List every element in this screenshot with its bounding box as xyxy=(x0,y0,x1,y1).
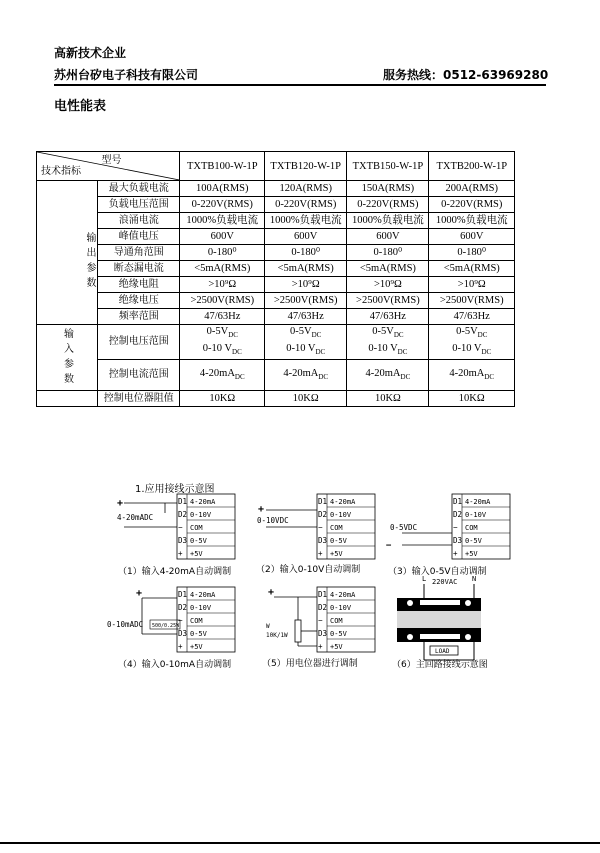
input-label: 0-10VDC xyxy=(257,516,289,525)
terminal-function-label: 0-10V xyxy=(190,511,212,519)
cell-value: 600V xyxy=(347,229,429,245)
terminal-pin-label: D2 xyxy=(318,510,328,519)
diagram-caption: （1）输入4-20mA自动调制 xyxy=(118,567,232,577)
table-row xyxy=(37,277,515,293)
row-label: 频率范围 xyxy=(98,309,180,325)
wiring-diagrams xyxy=(0,470,600,680)
row-label: 负载电压范围 xyxy=(98,197,180,213)
diagram-caption: （3）输入0-5V自动调制 xyxy=(388,567,487,577)
terminal-pin-label: D1 xyxy=(318,590,328,599)
row-label: 绝缘电阻 xyxy=(98,277,180,293)
diagram-caption: （4）输入0-10mA自动调制 xyxy=(118,660,232,670)
terminal-pin-label: D2 xyxy=(318,603,328,612)
table-row xyxy=(37,229,515,245)
cell-value: 0-180⁰ xyxy=(265,245,347,261)
cell-value: >10⁹Ω xyxy=(347,277,429,293)
cell-value: $0-5V_{DC}$ 0-10 $V_{DC}$ xyxy=(180,325,265,360)
screw-icon xyxy=(465,600,471,606)
terminal-pin-label: D3 xyxy=(318,629,328,638)
screw-icon xyxy=(407,634,413,640)
cell-value: 0-220V(RMS) xyxy=(265,197,347,213)
row-label: 控制电流范围 xyxy=(98,360,180,391)
terminal-pin-label: − xyxy=(453,523,458,532)
cell-value: $0-5V_{DC}$ 0-10 $V_{DC}$ xyxy=(429,325,515,360)
cell-value: >2500V(RMS) xyxy=(180,293,265,309)
load-label: LOAD xyxy=(435,648,450,655)
cell-value: >2500V(RMS) xyxy=(429,293,515,309)
cell-value: 47/63Hz xyxy=(347,309,429,325)
terminal-pin-label: − xyxy=(178,616,183,625)
terminal-function-label: 0-10V xyxy=(330,511,352,519)
terminal-pin-label: − xyxy=(318,523,323,532)
cell-value: 1000%负载电流 xyxy=(180,213,265,229)
ssr-label-top xyxy=(420,600,460,605)
terminal-function-label: COM xyxy=(330,524,343,532)
cell-value: >10⁹Ω xyxy=(265,277,347,293)
output-group-label: 输出参数 xyxy=(37,181,98,325)
terminal-function-label: 0-10V xyxy=(190,604,212,612)
terminal-pin-label: D3 xyxy=(318,536,328,545)
cell-value: >10⁹Ω xyxy=(180,277,265,293)
terminal-pin-label: + xyxy=(318,642,323,651)
pot-value-label: 10K/1W xyxy=(266,632,288,639)
resistor-label: 500/0.25W xyxy=(152,623,180,629)
input-label: 0-10mADC xyxy=(107,620,144,629)
terminal-pin-label: − xyxy=(318,616,323,625)
screw-icon xyxy=(465,634,471,640)
cell-value: <5mA(RMS) xyxy=(265,261,347,277)
terminal-function-label: COM xyxy=(465,524,478,532)
cell-value: 0-220V(RMS) xyxy=(347,197,429,213)
cell-value: 10KΩ xyxy=(429,391,515,407)
terminal-function-label: COM xyxy=(190,617,203,625)
cell-value: 0-220V(RMS) xyxy=(429,197,515,213)
cell-value: >2500V(RMS) xyxy=(347,293,429,309)
pot-label: W xyxy=(266,623,270,630)
terminal-pin-label: D3 xyxy=(178,536,188,545)
terminal-pin-label: D2 xyxy=(178,510,188,519)
model-header: TXTB100-W-1P xyxy=(180,152,265,181)
cell-value: 1000%负载电流 xyxy=(429,213,515,229)
terminal-function-label: 4-20mA xyxy=(330,498,356,506)
terminal-function-label: 0-5V xyxy=(190,630,207,638)
terminal-function-label: COM xyxy=(330,617,343,625)
cell-value: $0-5V_{DC}$ 0-10 $V_{DC}$ xyxy=(265,325,347,360)
terminal-pin-label: − xyxy=(178,523,183,532)
terminal-pin-label: + xyxy=(453,549,458,558)
terminal-function-label: +5V xyxy=(190,550,203,558)
table-row xyxy=(37,213,515,229)
terminal-pin-label: D3 xyxy=(178,629,188,638)
table-row xyxy=(37,181,515,197)
cell-value: 600V xyxy=(180,229,265,245)
cell-value: 600V xyxy=(265,229,347,245)
model-header: TXTB150-W-1P xyxy=(347,152,429,181)
plus-sign: + xyxy=(258,504,265,515)
table-row xyxy=(37,309,515,325)
ssr-body-band xyxy=(397,611,481,628)
cell-value: 150A(RMS) xyxy=(347,181,429,197)
terminal-function-label: 0-5V xyxy=(190,537,207,545)
terminal-pin-label: D3 xyxy=(453,536,463,545)
terminal-function-label: +5V xyxy=(465,550,478,558)
cell-value: 120A(RMS) xyxy=(265,181,347,197)
corner-model-label: 型号 xyxy=(101,155,122,166)
model-header: TXTB120-W-1P xyxy=(265,152,347,181)
diagram-caption: （5）用电位器进行调制 xyxy=(262,659,358,669)
cell-value: 0-220V(RMS) xyxy=(180,197,265,213)
corner-index-label: 技术指标 xyxy=(41,166,81,177)
cell-value: 10KΩ xyxy=(180,391,265,407)
cell-value: >10⁹Ω xyxy=(429,277,515,293)
table-row xyxy=(37,391,515,407)
input-label: 4-20mADC xyxy=(117,513,154,522)
footer-rule xyxy=(0,842,600,844)
neutral-label: N xyxy=(472,575,477,583)
terminal-pin-label: D1 xyxy=(453,497,463,506)
cell-value: $4-20mA_{DC}$ xyxy=(429,360,515,391)
terminal-function-label: 4-20mA xyxy=(465,498,491,506)
minus-sign: − xyxy=(386,541,392,551)
cell-value: 100A(RMS) xyxy=(180,181,265,197)
row-label: 峰值电压 xyxy=(98,229,180,245)
row-label: 控制电位器阻值 xyxy=(98,391,180,407)
cell-value: 47/63Hz xyxy=(429,309,515,325)
terminal-function-label: +5V xyxy=(330,550,343,558)
cell-value: 200A(RMS) xyxy=(429,181,515,197)
input-group-label: 输入参数 xyxy=(37,325,98,391)
table-corner xyxy=(37,152,180,181)
table-row xyxy=(37,360,515,391)
terminal-function-label: 0-5V xyxy=(330,630,347,638)
terminal-function-label: 4-20mA xyxy=(190,591,216,599)
terminal-function-label: +5V xyxy=(190,643,203,651)
terminal-function-label: 4-20mA xyxy=(330,591,356,599)
section-title: 电性能表 xyxy=(54,99,107,114)
voltage-label: 220VAC xyxy=(432,578,458,586)
input-group-spacer xyxy=(37,391,98,407)
terminal-pin-label: + xyxy=(318,549,323,558)
terminal-pin-label: D1 xyxy=(318,497,328,506)
diagram-caption: （6）主回路接线示意图 xyxy=(392,660,488,670)
line-label: L xyxy=(422,575,427,583)
cell-value: 47/63Hz xyxy=(180,309,265,325)
cell-value: 600V xyxy=(429,229,515,245)
terminal-pin-label: D2 xyxy=(178,603,188,612)
diagram-title: 1.应用接线示意图 xyxy=(135,484,215,495)
plus-sign: + xyxy=(117,498,124,509)
terminal-pin-label: + xyxy=(178,642,183,651)
row-label: 导通角范围 xyxy=(98,245,180,261)
cell-value: 10KΩ xyxy=(265,391,347,407)
table-row xyxy=(37,293,515,309)
terminal-function-label: 0-10V xyxy=(465,511,487,519)
cell-value: 0-180⁰ xyxy=(180,245,265,261)
terminal-function-label: 0-10V xyxy=(330,604,352,612)
plus-sign: + xyxy=(268,587,275,598)
spec-table xyxy=(36,151,515,407)
terminal-pin-label: D2 xyxy=(453,510,463,519)
row-label: 浪涌电流 xyxy=(98,213,180,229)
plus-sign: + xyxy=(136,588,143,599)
cell-value: 47/63Hz xyxy=(265,309,347,325)
row-label: 控制电压范围 xyxy=(98,325,180,360)
cell-value: $0-5V_{DC}$ 0-10 $V_{DC}$ xyxy=(347,325,429,360)
service-hotline: 服务热线：0512-63969280 xyxy=(383,68,549,82)
input-label: 0-5VDC xyxy=(390,523,418,532)
cell-value: 0-180⁰ xyxy=(429,245,515,261)
terminal-function-label: 0-5V xyxy=(465,537,482,545)
diagram-caption: （2）输入0-10V自动调制 xyxy=(256,565,361,575)
ssr-label-bottom xyxy=(420,634,460,639)
terminal-function-label: +5V xyxy=(330,643,343,651)
table-row xyxy=(37,245,515,261)
cell-value: 10KΩ xyxy=(347,391,429,407)
terminal-pin-label: + xyxy=(178,549,183,558)
cell-value: <5mA(RMS) xyxy=(180,261,265,277)
header-rule xyxy=(54,84,546,86)
table-row xyxy=(37,325,515,360)
terminal-pin-label: D1 xyxy=(178,497,188,506)
company-name: 苏州台矽电子科技有限公司 xyxy=(54,68,199,82)
table-row xyxy=(37,261,515,277)
table-row xyxy=(37,197,515,213)
cell-value: $4-20mA_{DC}$ xyxy=(347,360,429,391)
screw-icon xyxy=(407,600,413,606)
cell-value: >2500V(RMS) xyxy=(265,293,347,309)
cell-value: 0-180⁰ xyxy=(347,245,429,261)
terminal-pin-label: D1 xyxy=(178,590,188,599)
terminal-function-label: COM xyxy=(190,524,203,532)
cell-value: 1000%负载电流 xyxy=(265,213,347,229)
company-tagline: 高新技术企业 xyxy=(54,46,127,60)
terminal-function-label: 0-5V xyxy=(330,537,347,545)
cell-value: 1000%负载电流 xyxy=(347,213,429,229)
cell-value: $4-20mA_{DC}$ xyxy=(265,360,347,391)
terminal-function-label: 4-20mA xyxy=(190,498,216,506)
row-label: 断态漏电流 xyxy=(98,261,180,277)
potentiometer xyxy=(295,620,301,642)
cell-value: <5mA(RMS) xyxy=(347,261,429,277)
cell-value: $4-20mA_{DC}$ xyxy=(180,360,265,391)
row-label: 最大负载电流 xyxy=(98,181,180,197)
model-header: TXTB200-W-1P xyxy=(429,152,515,181)
row-label: 绝缘电压 xyxy=(98,293,180,309)
cell-value: <5mA(RMS) xyxy=(429,261,515,277)
